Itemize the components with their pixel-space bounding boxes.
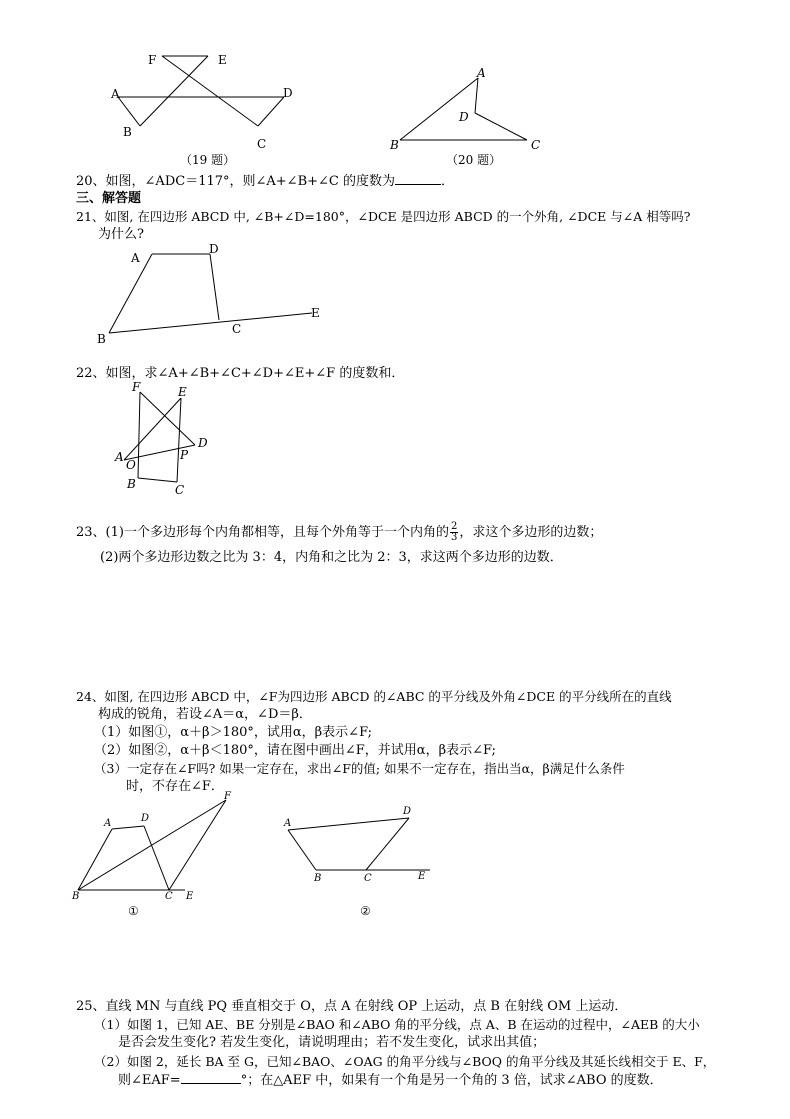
- fig24-2-label-D: D: [403, 806, 412, 817]
- fig19-label-B: B: [123, 125, 132, 139]
- fig24-2-label-B: B: [314, 873, 322, 884]
- fig24-1-label-F: F: [224, 791, 231, 802]
- question-25-line1: 25、直线 MN 与直线 PQ 垂直相交于 O，点 A 在射线 OP 上运动，点 B 在射线 OM 上运动．: [76, 999, 628, 1014]
- question-24-part3a: （3）一定存在∠F吗? 如果一定存在，求出∠F的值; 如果不一定存在，指出当α，β满足什么条件: [94, 761, 625, 776]
- question-25-part2b: 则∠EAF= °；在△AEF 中，如果有一个角是另一个角的 3 倍，试求∠ABO 的度数．: [118, 1073, 663, 1088]
- question-24-line1: 24、如图, 在四边形 ABCD 中，∠F为四边形 ABCD 的∠ABC 的平分线及外角∠DCE 的平分线所在的直线: [76, 689, 672, 704]
- question-21-line1: 21、如图, 在四边形 ABCD 中, ∠B+∠D=180°，∠DCE 是四边形 ABCD 的一个外角, ∠DCE 与∠A 相等吗?: [76, 209, 691, 224]
- fig20-label-A: A: [477, 66, 486, 80]
- fig24-2-caption: ②: [360, 904, 371, 918]
- question-21-line2: 为什么?: [98, 227, 144, 242]
- answer-blank-25[interactable]: [181, 1071, 241, 1084]
- fig20-caption: （20 题）: [446, 153, 502, 167]
- question-20: 20、如图，∠ADC＝117°，则∠A+∠B+∠C 的度数为 ．: [76, 174, 455, 189]
- question-23-line1: 23、(1)一个多边形每个内角都相等，且每个外角等于一个内角的 $\frac{2}{3}$ ，求这个多边形的边数；: [76, 521, 603, 543]
- fig22-label-A: A: [115, 450, 124, 464]
- question-24-part2: （2）如图②，α＋β＜180°，请在图中画出∠F，并试用α，β表示∠F;: [94, 743, 496, 758]
- fig22-label-D: D: [198, 436, 208, 450]
- fraction-two-thirds: $\frac{2}{3}$: [450, 521, 458, 543]
- question-23-line2: (2)两个多边形边数之比为 3：4，内角和之比为 2：3，求这两个多边形的边数．: [100, 550, 563, 565]
- fig22-label-B: B: [127, 477, 136, 491]
- question-24-part3b: 时，不存在∠F．: [126, 779, 224, 794]
- fig19-label-E: E: [218, 53, 227, 67]
- fig19-label-C: C: [257, 137, 267, 151]
- fig22-label-O: O: [126, 458, 136, 472]
- question-25-part1b: 是否会发生变化? 若发生变化，请说明理由；若不发生变化，试求出其值；: [118, 1035, 546, 1050]
- fig24-1-label-A: A: [104, 818, 112, 829]
- fig24-2-label-A: A: [284, 818, 292, 829]
- fig22-label-P: P: [180, 448, 189, 462]
- fig21-label-A: A: [131, 251, 140, 265]
- fig21-label-C: C: [232, 322, 242, 336]
- fig22-label-C: C: [175, 483, 185, 497]
- fig19-caption: （19 题）: [180, 153, 236, 167]
- fig21-label-E: E: [311, 306, 320, 320]
- fig24-1-label-E: E: [186, 891, 194, 902]
- fig24-1-label-B: B: [72, 891, 80, 902]
- question-24-line2: 构成的锐角，若设∠A＝α，∠D＝β．: [98, 707, 312, 722]
- fig20-label-D: D: [459, 110, 469, 124]
- fig21-label-B: B: [97, 332, 106, 346]
- fig22-label-F: F: [132, 380, 141, 394]
- fig19-label-F: F: [148, 53, 157, 67]
- fig20-label-B: B: [390, 138, 399, 152]
- fig24-1-caption: ①: [128, 904, 139, 918]
- fig19-label-D: D: [283, 86, 293, 100]
- fig24-2-label-C: C: [364, 873, 372, 884]
- fig22-label-E: E: [178, 385, 187, 399]
- fig21-label-D: D: [209, 242, 219, 256]
- question-25-part1a: （1）如图 1，已知 AE、BE 分别是∠BAO 和∠ABO 角的平分线，点 A、B 在运动的过程中，∠AEB 的大小: [94, 1017, 700, 1032]
- fig24-1-label-C: C: [165, 891, 173, 902]
- section-title-3: 三、解答题: [76, 191, 142, 206]
- fig20-label-C: C: [531, 138, 541, 152]
- fig24-2-label-E: E: [418, 871, 426, 882]
- question-22: 22、如图，求∠A+∠B+∠C+∠D+∠E+∠F 的度数和．: [76, 366, 405, 381]
- question-24-part1: （1）如图①，α＋β＞180°，试用α，β表示∠F;: [94, 725, 373, 740]
- fig24-1-label-D: D: [141, 813, 150, 824]
- question-25-part2a: （2）如图 2，延长 BA 至 G，已知∠BAO、∠OAG 的角平分线与∠BOQ 的角平分线及其延长线相交于 E、F，: [94, 1054, 716, 1069]
- fig19-label-A: A: [111, 87, 120, 101]
